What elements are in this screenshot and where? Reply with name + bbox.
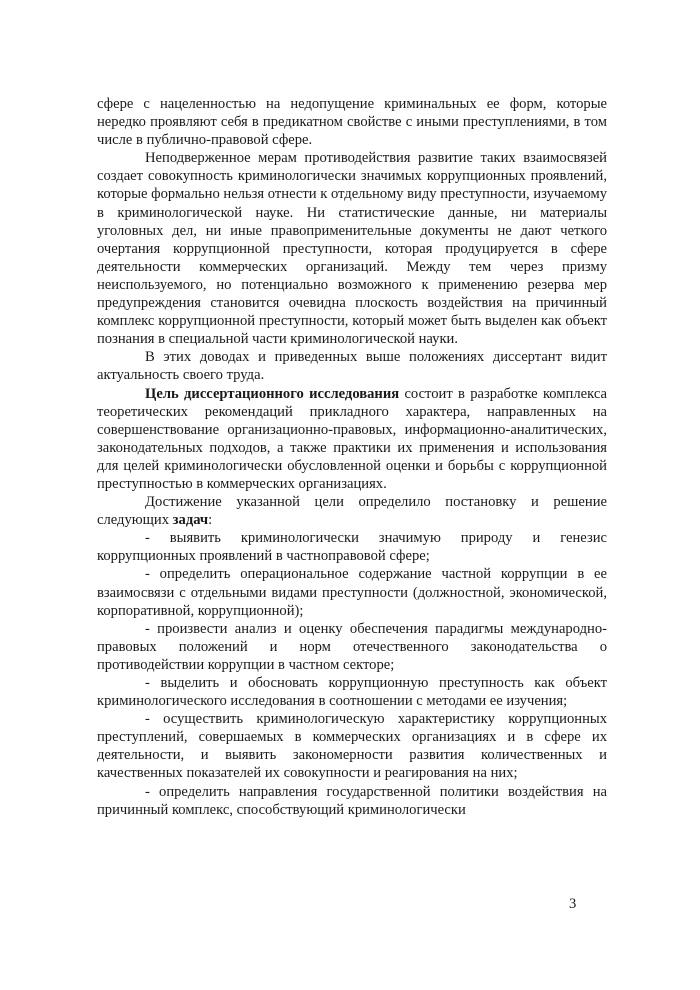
task-item: - выделить и обосновать коррупционную преступность как объект криминологического исследования в соотношении с методами ее изучения; (97, 675, 607, 710)
task-item: - осуществить криминологическую характеристику коррупционных преступлений, совершаемых в коммерческих организациях и в сфере их деятельности, и выявить закономерности развития количественных и качественных показателей их совокупности и реагирования на них; (97, 711, 607, 782)
task-item: - выявить криминологически значимую природу и генезис коррупционных проявлений в частноправовой сфере; (97, 530, 607, 565)
goal-text: состоит в разработке комплекса теоретических рекомендаций прикладного характера, направленных на совершенствование организационно-правовых, информационно-аналитических, законодательных подходов, а также практики их применения и использования для целей криминологически обусловленной оценки и борьбы с коррупционной преступностью в коммерческих организациях. (97, 385, 607, 492)
paragraph-goal (97, 385, 607, 494)
page-number: 3 (569, 896, 577, 912)
task-item: - определить направления государственной политики воздействия на причинный комплекс, способствующий криминологически (97, 783, 607, 818)
paragraph: В этих доводах и приведенных выше положениях диссертант видит актуальность своего труда. (97, 349, 607, 384)
paragraph: сфере с нацеленностью на недопущение криминальных ее форм, которые нередко проявляют себя в предикатном свойстве с иными преступлениями, в том числе в публично-правовой сфере. (97, 96, 607, 149)
tasks-intro-text: Достижение указанной цели определило постановку и решение следующих (97, 494, 607, 529)
task-item: - определить операциональное содержание частной коррупции в ее взаимосвязи с отдельными видами преступности (должностной, экономической, корпоративной, коррупционной); (97, 566, 607, 619)
paragraph: Неподверженное мерам противодействия развитие таких взаимосвязей создает совокупность криминологически значимых коррупционных проявлений, которые формально нельзя отнести к отдельному виду преступности, изучаемому в криминологической науке. Ни статистические данные, ни материалы уголовных дел, ни иные правоприменительные документы не дают четкого очертания коррупционной преступности, которая продуцируется в сфере деятельности коммерческих организаций. Между тем через призму неиспользуемого, но потенциально возможного к применению резерва мер предупреждения становится очевидна плоскость воздействия на причинный комплекс коррупционной преступности, который может быть выделен как объект познания в специальной части криминологической науки. (97, 150, 607, 348)
task-item: - произвести анализ и оценку обеспечения парадигмы международно-правовых положений и норм отечественного законодательства о противодействии коррупции в частном секторе; (97, 620, 607, 673)
tasks-colon: : (208, 512, 213, 529)
document-body (97, 95, 607, 819)
tasks-heading: задач (172, 512, 209, 529)
paragraph-tasks-intro (97, 493, 607, 529)
goal-heading: Цель диссертационного исследования (145, 385, 400, 402)
